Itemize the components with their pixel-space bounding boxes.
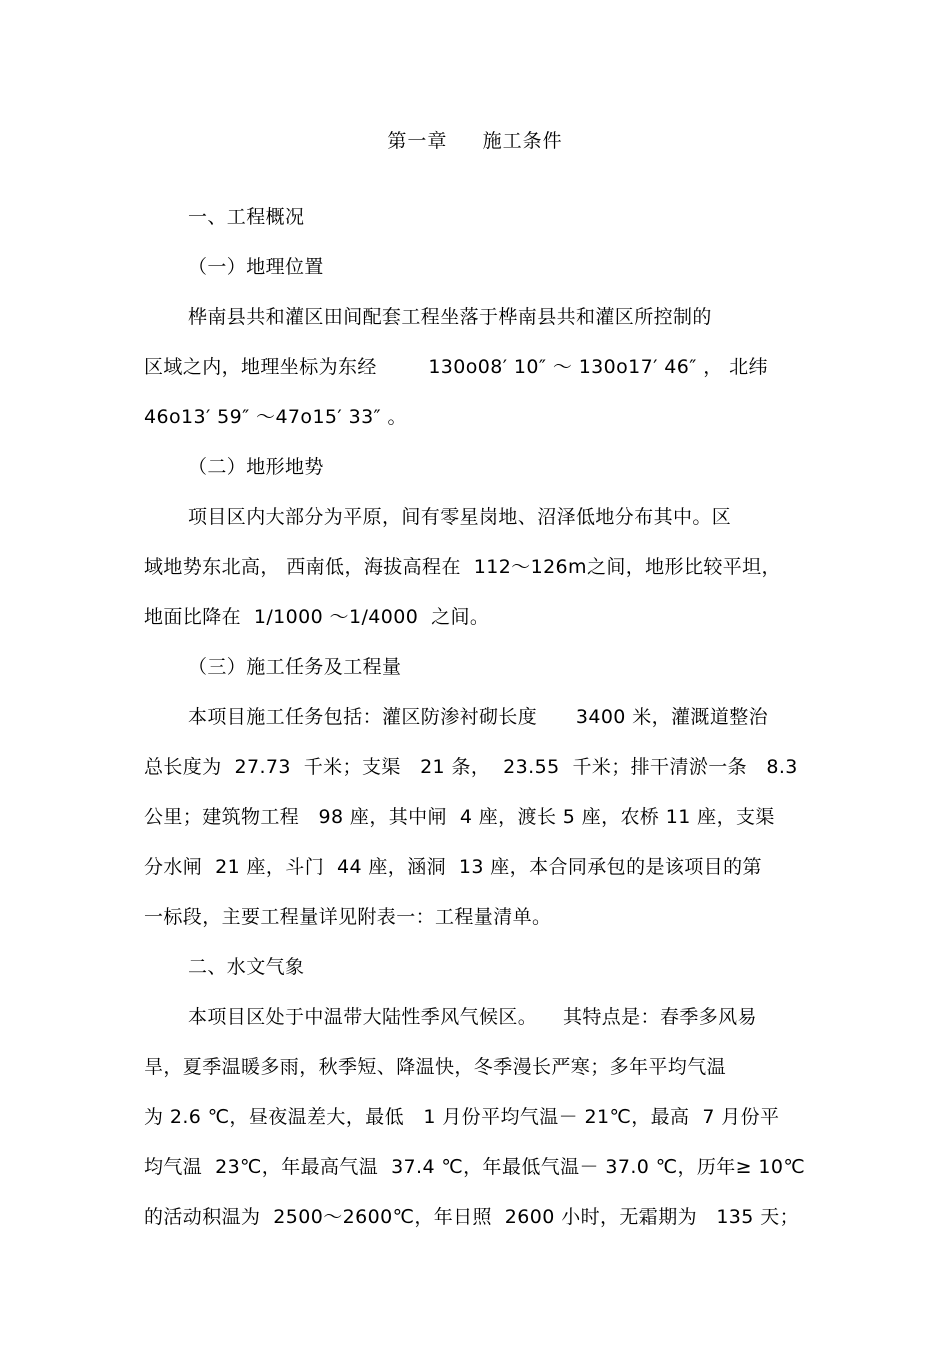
paragraph-line: 均气温 23℃，年最高气温 37.4 ℃，年最低气温－ 37.0 ℃，历年≥ 10℃ bbox=[144, 1156, 806, 1178]
paragraph-line: 分水闸 21 座，斗门 44 座，涵洞 13 座，本合同承包的是该项目的第 bbox=[144, 856, 762, 878]
paragraph-line: 的活动积温为 2500～2600℃，年日照 2600 小时，无霜期为 135 天； bbox=[144, 1206, 800, 1228]
paragraph-line: 桦南县共和灌区田间配套工程坐落于桦南县共和灌区所控制的 bbox=[188, 306, 712, 328]
chapter-title: 第一章 施工条件 bbox=[387, 130, 563, 152]
paragraph-line: 46o13′ 59″ ～47o15′ 33″ 。 bbox=[144, 406, 407, 428]
subsection-heading-terrain: （二）地形地势 bbox=[188, 456, 324, 478]
section-heading-hydrology: 二、水文气象 bbox=[188, 956, 305, 978]
paragraph-line: 区域之内，地理坐标为东经 130o08′ 10″ ～ 130o17′ 46″ ， 北纬 bbox=[144, 356, 768, 378]
subsection-heading-tasks: （三）施工任务及工程量 bbox=[188, 656, 402, 678]
paragraph-line: 域地势东北高， 西南低，海拔高程在 112～126m之间，地形比较平坦， bbox=[144, 556, 781, 578]
section-heading-overview: 一、工程概况 bbox=[188, 206, 305, 228]
paragraph-line: 旱，夏季温暖多雨，秋季短、降温快，冬季漫长严寒；多年平均气温 bbox=[144, 1056, 727, 1078]
paragraph-line: 本项目施工任务包括：灌区防渗衬砌长度 3400 米，灌溉道整治 bbox=[188, 706, 769, 728]
paragraph-line: 公里；建筑物工程 98 座，其中闸 4 座，渡长 5 座，农桥 11 座，支渠 bbox=[144, 806, 775, 828]
paragraph-line: 本项目区处于中温带大陆性季风气候区。 其特点是：春季多风易 bbox=[188, 1006, 757, 1028]
paragraph-line: 项目区内大部分为平原，间有零星岗地、沼泽低地分布其中。区 bbox=[188, 506, 732, 528]
paragraph-line: 一标段，主要工程量详见附表一：工程量清单。 bbox=[144, 906, 552, 928]
paragraph-line: 总长度为 27.73 千米；支渠 21 条， 23.55 千米；排干清淤一条 8.3 bbox=[144, 756, 798, 778]
paragraph-line: 为 2.6 ℃，昼夜温差大，最低 1 月份平均气温－ 21℃，最高 7 月份平 bbox=[144, 1106, 780, 1128]
subsection-heading-location: （一）地理位置 bbox=[188, 256, 324, 278]
paragraph-line: 地面比降在 1/1000 ～1/4000 之间。 bbox=[144, 606, 490, 628]
